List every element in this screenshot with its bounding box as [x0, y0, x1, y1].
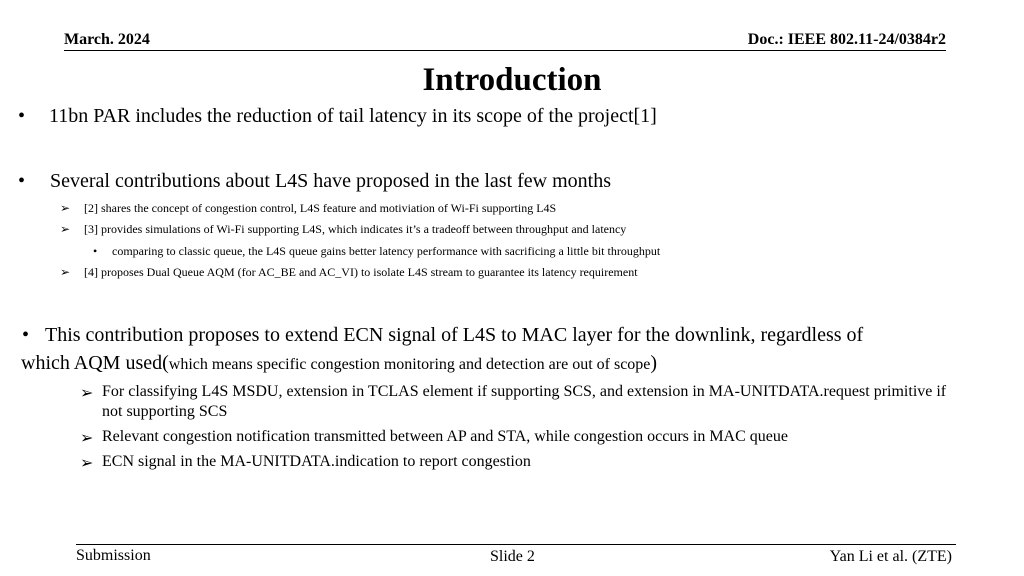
bullet-contribution-scope-note: which means specific congestion monitoring and detection are out of scope: [168, 356, 651, 373]
sub-item-ref2: [2] shares the concept of congestion control, L4S feature and motiviation of Wi-Fi supporting L4S: [84, 201, 557, 215]
sub-item-ref4: [4] proposes Dual Queue AQM (for AC_BE and AC_VI) to isolate L4S stream to guarantee its latency requirement: [84, 265, 638, 279]
sub-item-congestion-notification: Relevant congestion notification transmitted between AP and STA, while congestion occurs in MAC queue: [102, 428, 788, 445]
bullet-marker: •: [18, 105, 26, 127]
bullet-contribution-line2: [21, 352, 657, 375]
footer-author: Yan Li et al. (ZTE): [829, 548, 952, 565]
bullet-contribution-line2-end: ): [650, 352, 658, 374]
sub-item-ecn-signal: ECN signal in the MA-UNITDATA.indication to report congestion: [102, 453, 531, 470]
bullet-l4s-contributions: Several contributions about L4S have proposed in the last few months: [50, 170, 612, 192]
header-divider: [64, 50, 946, 51]
sub-item-classifying-msdu-cont: not supporting SCS: [102, 403, 228, 420]
header-doc-number: Doc.: IEEE 802.11-24/0384r2: [747, 31, 946, 48]
bullet-marker: •: [18, 170, 26, 192]
arrow-marker: ➢: [80, 385, 94, 402]
footer-divider: [76, 544, 956, 545]
sub-sub-item-queue-comparison: comparing to classic queue, the L4S queue gains better latency performance with sacrificing a little bit throughput: [112, 244, 661, 258]
arrow-marker: ➢: [60, 201, 71, 215]
footer-submission: Submission: [76, 547, 151, 564]
arrow-marker: ➢: [80, 430, 94, 447]
sub-item-classifying-msdu: For classifying L4S MSDU, extension in TCLAS element if supporting SCS, and extension in MA-UNITDATA.request primitive if: [102, 383, 947, 400]
slide-title: Introduction: [422, 62, 602, 98]
header-date: March. 2024: [64, 31, 150, 48]
sub-item-ref3: [3] provides simulations of Wi-Fi supporting L4S, which indicates it’s a tradeoff between throughput and latency: [84, 222, 627, 236]
arrow-marker: ➢: [80, 455, 94, 472]
bullet-contribution-line1: This contribution proposes to extend ECN signal of L4S to MAC layer for the downlink, regardless of: [45, 324, 864, 346]
bullet-par-scope: 11bn PAR includes the reduction of tail latency in its scope of the project[1]: [49, 105, 657, 127]
bullet-contribution-line2-start: which AQM used(: [21, 352, 169, 374]
arrow-marker: ➢: [60, 265, 71, 279]
arrow-marker: ➢: [60, 222, 71, 236]
footer-slide-number: Slide 2: [490, 548, 535, 565]
bullet-marker: •: [22, 324, 30, 346]
bullet-marker: •: [93, 244, 98, 258]
